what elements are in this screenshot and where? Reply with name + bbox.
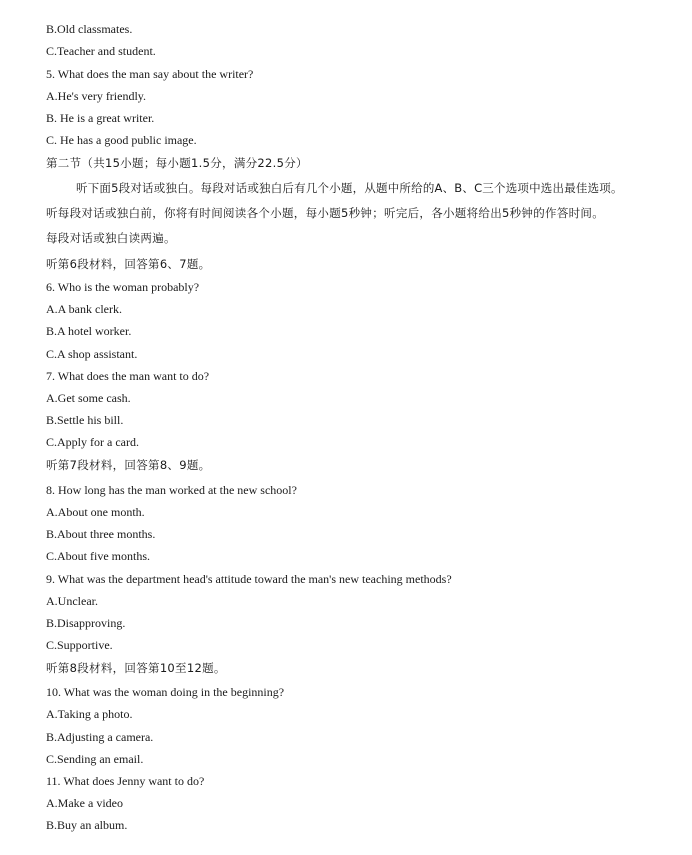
option-9a: A.Unclear. <box>46 594 98 608</box>
question-8: 8. How long has the man worked at the new school? <box>46 483 297 497</box>
question-10: 10. What was the woman doing in the beginning? <box>46 685 285 699</box>
question-5: 5. What does the man say about the writer? <box>46 67 254 81</box>
option-8c: C.About five months. <box>46 549 150 563</box>
question-9: 9. What was the department head's attitude toward the man's new teaching methods? <box>46 572 452 586</box>
option-4b: B.Old classmates. <box>46 22 133 36</box>
option-5a: A.He's very friendly. <box>46 89 147 103</box>
section-heading: 第二节（共15小题；每小题1.5分，满分22.5分） <box>46 156 308 170</box>
option-6a: A.A bank clerk. <box>46 302 122 316</box>
option-10a: A.Taking a photo. <box>46 707 133 721</box>
question-11: 11. What does Jenny want to do? <box>46 774 205 788</box>
option-6b: B.A hotel worker. <box>46 324 132 338</box>
option-9b: B.Disapproving. <box>46 616 126 630</box>
option-5b: B. He is a great writer. <box>46 111 155 125</box>
instructions-line-2: 听每段对话或独白前，你将有时间阅读各个小题，每小题5秒钟；听完后，各小题将给出5秒钟的作答时间。 <box>46 206 605 220</box>
option-4c: C.Teacher and student. <box>46 44 156 58</box>
option-5c: C. He has a good public image. <box>46 133 197 147</box>
option-7c: C.Apply for a card. <box>46 435 139 449</box>
option-7a: A.Get some cash. <box>46 391 131 405</box>
option-11a: A.Make a video <box>46 796 123 810</box>
option-6c: C.A shop assistant. <box>46 347 138 361</box>
instructions-line-3: 每段对话或独白读两遍。 <box>46 231 176 245</box>
option-10c: C.Sending an email. <box>46 752 144 766</box>
material-8-heading: 听第8段材料，回答第10至12题。 <box>46 661 226 675</box>
instructions-line-1: 听下面5段对话或独白。每段对话或独白后有几个小题，从题中所给的A、B、C三个选项中选出最佳选项。 <box>76 181 623 195</box>
option-10b: B.Adjusting a camera. <box>46 730 154 744</box>
question-7: 7. What does the man want to do? <box>46 369 210 383</box>
option-8a: A.About one month. <box>46 505 145 519</box>
option-9c: C.Supportive. <box>46 638 113 652</box>
material-6-heading: 听第6段材料，回答第6、7题。 <box>46 257 211 271</box>
option-8b: B.About three months. <box>46 527 156 541</box>
question-6: 6. Who is the woman probably? <box>46 280 200 294</box>
material-7-heading: 听第7段材料，回答第8、9题。 <box>46 458 211 472</box>
option-7b: B.Settle his bill. <box>46 413 124 427</box>
option-11b: B.Buy an album. <box>46 818 128 832</box>
